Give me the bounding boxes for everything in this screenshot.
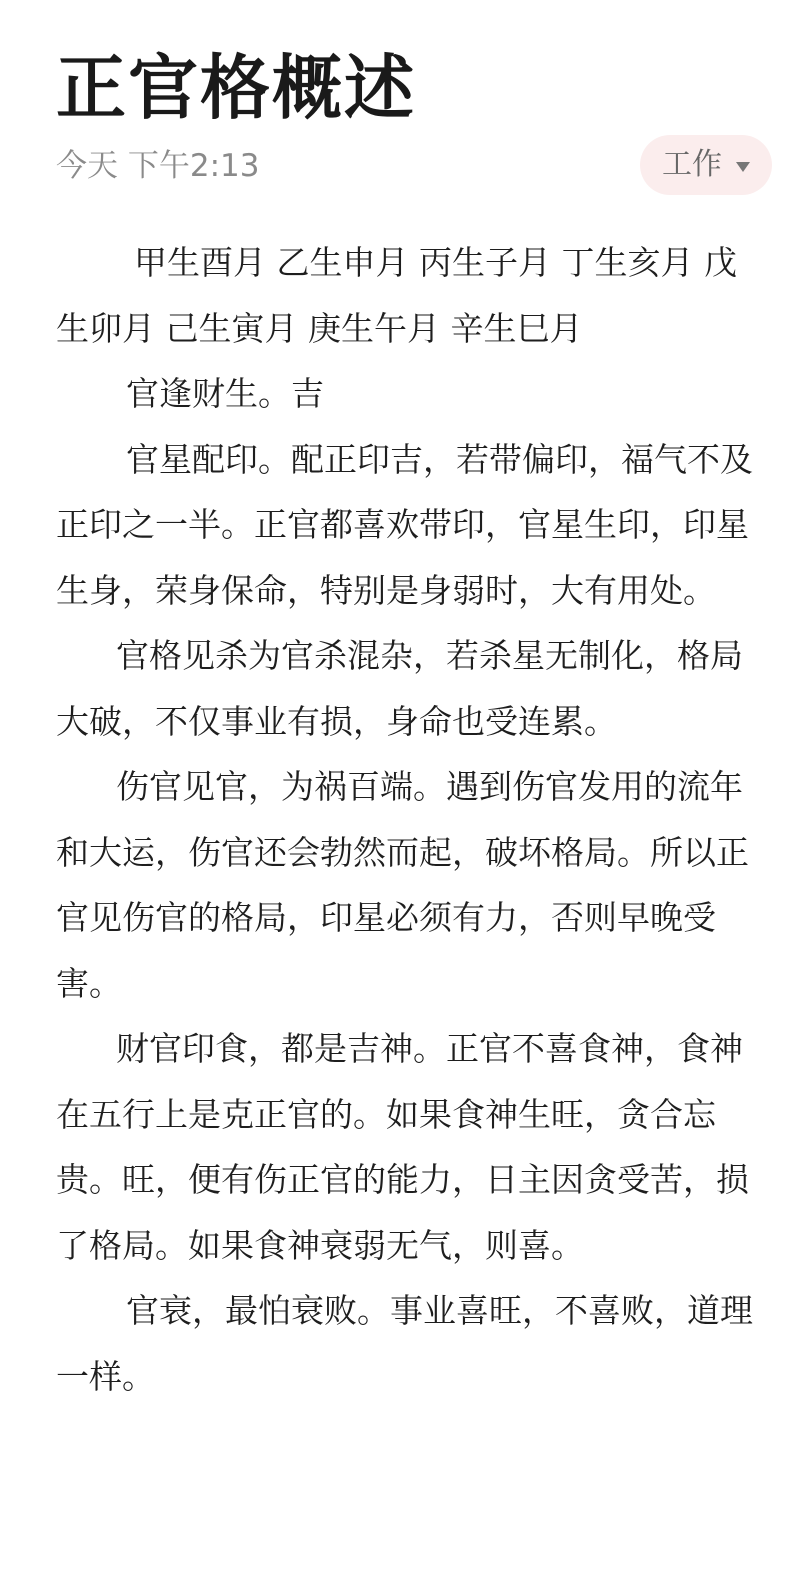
paragraph-guan-yin: 官星配印。配正印吉，若带偏印，福气不及正印之一半。正官都喜欢带印，官星生印，印星生身，荣身保命，特别是身弱时，大有用处。 [56,439,753,610]
chevron-down-icon [736,162,750,172]
paragraph-cai-guan-yin-shi: 财官印食，都是吉神。正官不喜食神，食神在五行上是克正官的。如果食神生旺，贪合忘贵。旺，便有伤正官的能力，日主因贪受苦，损了格局。如果食神衰弱无气，则喜。 [56,1029,749,1265]
paragraph-shang-guan: 伤官见官，为祸百端。遇到伤官发用的流年和大运，伤官还会勃然而起，破坏格局。所以正官见伤官的格局，印星必须有力，否则早晚受害。 [56,767,749,1003]
note-title[interactable]: 正官格概述 [56,47,416,129]
category-dropdown[interactable] [640,135,772,195]
paragraph-guan-shuai: 官衰，最怕衰败。事业喜旺，不喜败，道理一样。 [56,1291,753,1396]
paragraph-months: 甲生酉月 乙生申月 丙生子月 丁生亥月 戊生卯月 己生寅月 庚生午月 辛生巳月 [56,243,737,348]
note-body[interactable] [56,230,761,1409]
paragraph-guan-sha: 官格见杀为官杀混杂，若杀星无制化，格局大破，不仅事业有损，身命也受连累。 [56,636,743,741]
note-date: 今天 下午2:13 [56,148,260,184]
paragraph-guan-cai: 官逢财生。吉 [126,374,324,413]
category-label: 工作 [662,147,722,182]
